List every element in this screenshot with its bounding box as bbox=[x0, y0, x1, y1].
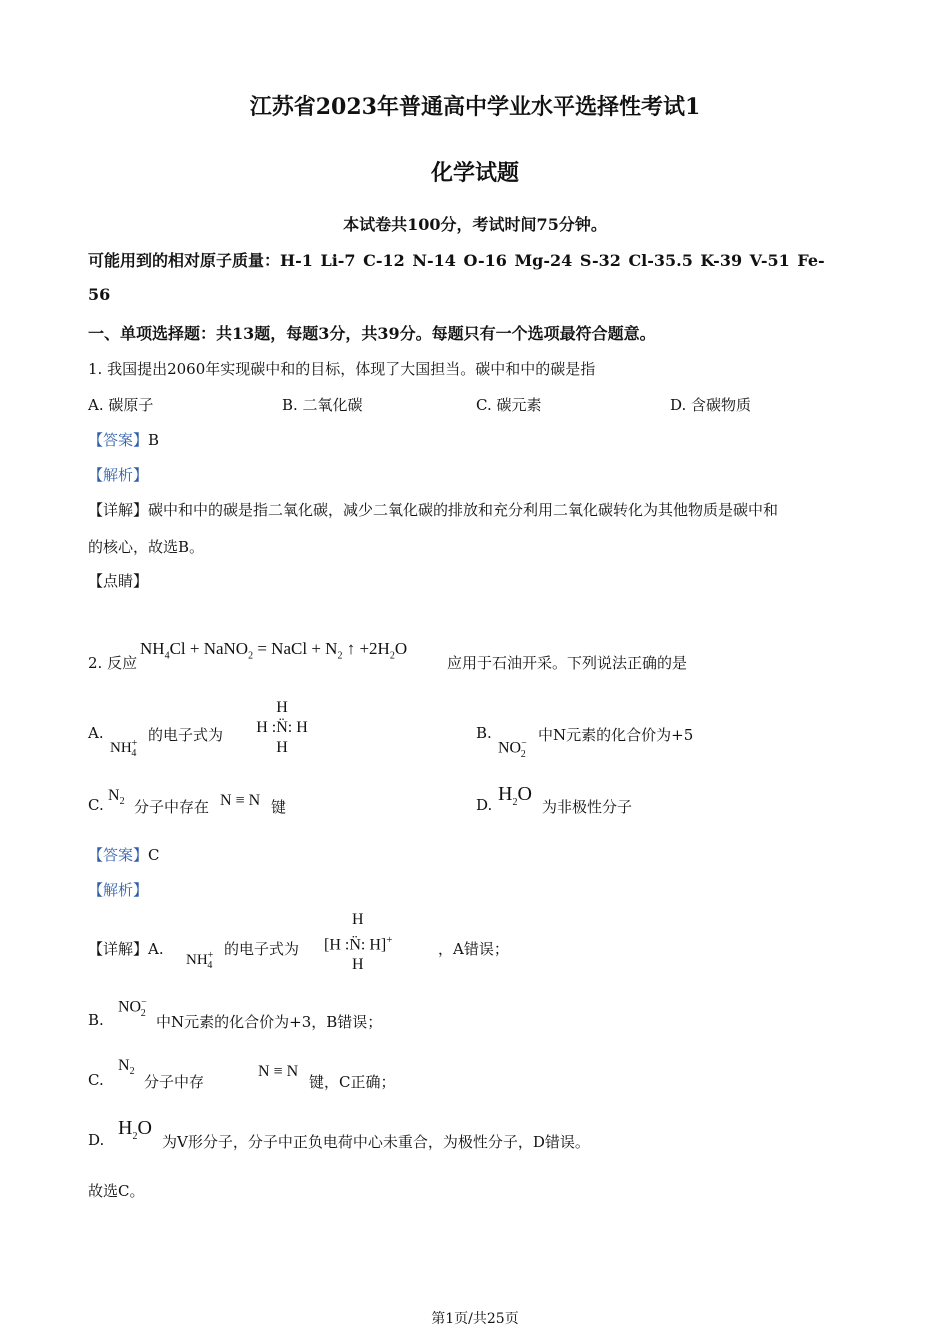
q2-option-a-text: 的电子式为 bbox=[148, 726, 224, 744]
q1-option-b: B. 二氧化碳 bbox=[282, 396, 363, 414]
q2-detail-a-formula: $NH^+_4$ bbox=[186, 950, 214, 971]
answer-value: C bbox=[148, 846, 160, 864]
q2-option-d-formula: $H_2O$ bbox=[498, 783, 532, 808]
atomic-masses-line1: 可能用到的相对原子质量：H-1 Li-7 C-12 N-14 O-16 Mg-24 S-32 Cl-35.5 K-39 V-51 Fe- bbox=[88, 251, 825, 270]
section-heading: 一、单项选择题：共13题，每题3分，共39分。每题只有一个选项最符合题意。 bbox=[88, 324, 656, 343]
q2-option-c-bond: N ≡ N bbox=[220, 792, 261, 809]
q2-detail-a-tail: ，A错误； bbox=[438, 940, 509, 958]
atomic-masses-line2: 56 bbox=[88, 285, 111, 304]
q2-detail-d-formula: $H_2O$ bbox=[118, 1117, 152, 1142]
q2-stem-prefix: 2. 反应 bbox=[88, 654, 138, 672]
q2-reaction-equation: $NH_4Cl$ + NaNO$_2$ = NaCl + $N_2$ ↑ $+2H_2O$ bbox=[140, 639, 408, 662]
q2-detail-b-prefix: B. bbox=[88, 1011, 104, 1029]
q2-detail-c-prefix: C. bbox=[88, 1071, 104, 1089]
q2-detail-b-text: 中N元素的化合价为+3，B错误； bbox=[156, 1013, 383, 1031]
q1-detail-line2: 的核心，故选B。 bbox=[88, 538, 205, 556]
q2-option-b-prefix: B. bbox=[476, 724, 492, 742]
q2-detail-b-formula: $NO^-_2$ bbox=[118, 997, 147, 1019]
q2-option-b-text: 中N元素的化合价为+5 bbox=[538, 726, 694, 744]
q1-option-c: C. 碳元素 bbox=[476, 396, 542, 414]
page-subtitle: 化学试题 bbox=[430, 160, 519, 186]
q1-detail-line1 bbox=[88, 499, 778, 520]
q2-option-c-prefix: C. bbox=[88, 796, 104, 814]
q2-detail-c-bond: N ≡ N bbox=[258, 1063, 299, 1080]
answer-label: 【答案】 bbox=[88, 431, 149, 449]
q2-detail-c-formula: $N_2$ bbox=[118, 1057, 135, 1078]
q2-option-b-formula: $NO^-_2$ bbox=[498, 738, 527, 760]
q2-detail-d-text: 为V形分子，分子中正负电荷中心未重合，为极性分子，D错误。 bbox=[162, 1133, 590, 1151]
q1-option-d: D. 含碳物质 bbox=[670, 396, 752, 414]
q1-comment-label: 【点睛】 bbox=[88, 572, 149, 590]
q2-analysis-label: 【解析】 bbox=[88, 881, 149, 899]
q1-analysis-label: 【解析】 bbox=[88, 466, 149, 484]
q2-detail-c-text2: 键，C正确； bbox=[309, 1073, 396, 1091]
q1-answer bbox=[88, 429, 159, 450]
q2-detail-a-lewis: H [H :N̈: H]+ H bbox=[324, 911, 393, 974]
q2-option-c-text2: 键 bbox=[271, 798, 287, 816]
q2-detail-a-text: 的电子式为 bbox=[224, 940, 300, 958]
q1-stem: 1. 我国提出2060年实现碳中和的目标，体现了大国担当。碳中和中的碳是指 bbox=[88, 360, 596, 378]
q2-detail-c-text1: 分子中存 bbox=[144, 1073, 205, 1091]
q2-detail-a bbox=[88, 938, 164, 959]
page-number: 第1页/共25页 bbox=[431, 1311, 519, 1327]
q2-detail-d-prefix: D. bbox=[88, 1131, 105, 1149]
q2-option-a-lewis: H H :N̈: H H bbox=[256, 699, 308, 756]
q2-answer bbox=[88, 844, 160, 865]
q2-option-a-formula: $NH^+_4$ bbox=[110, 738, 138, 759]
detail-text: 碳中和中的碳是指二氧化碳，减少二氧化碳的排放和充分利用二氧化碳转化为其他物质是碳中和 bbox=[148, 501, 779, 519]
q2-option-c-formula: $N_2$ bbox=[108, 787, 125, 808]
q2-option-a-prefix: A. bbox=[88, 724, 104, 742]
q2-option-d-text: 为非极性分子 bbox=[542, 798, 633, 816]
q2-option-c-text1: 分子中存在 bbox=[134, 798, 210, 816]
q2-stem-suffix: 应用于石油开采。下列说法正确的是 bbox=[447, 654, 688, 672]
detail-label: 【详解】 bbox=[88, 501, 149, 519]
answer-label: 【答案】 bbox=[88, 846, 149, 864]
detail-a-prefix: A. bbox=[148, 940, 164, 958]
answer-value: B bbox=[148, 431, 160, 449]
q1-option-a: A. 碳原子 bbox=[88, 396, 154, 414]
q2-conclusion: 故选C。 bbox=[88, 1182, 145, 1200]
detail-label: 【详解】 bbox=[88, 940, 149, 958]
q2-option-d-prefix: D. bbox=[476, 796, 493, 814]
page-title: 江苏省2023年普通高中学业水平选择性考试1 bbox=[249, 94, 701, 120]
exam-info: 本试卷共100分，考试时间75分钟。 bbox=[343, 215, 607, 234]
